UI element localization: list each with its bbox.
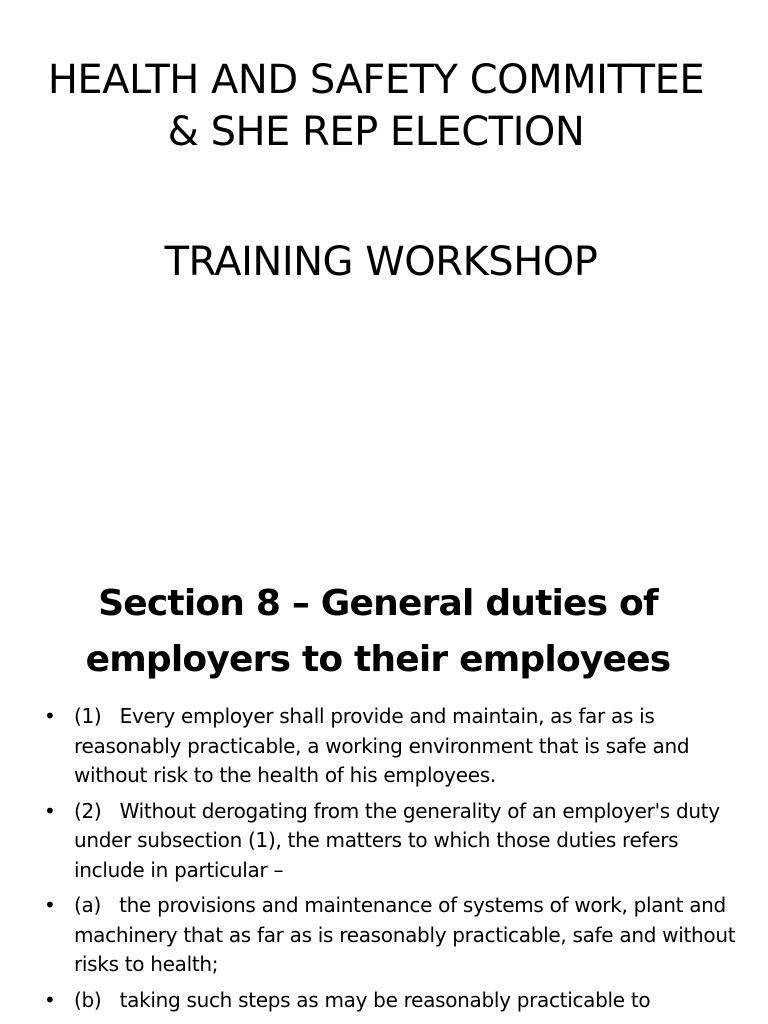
section-title (0, 576, 756, 688)
list-item (40, 986, 740, 1016)
bullet-icon: • (44, 893, 56, 917)
slide-title (0, 54, 752, 158)
list-item (40, 891, 740, 980)
clause-number: (1) (74, 704, 120, 728)
clause-text: Every employer shall provide and maintain, as far as is reasonably practicable, a working environment that is safe and without risk to the health of his employees. (74, 704, 690, 787)
clause-text: Without derogating from the generality of an employer's duty under subsection (1), the matters to which those duties refers include in particular – (74, 798, 720, 882)
bullet-list (40, 702, 740, 1021)
section-title-line-2: employers to their employees (85, 639, 671, 680)
clause-number: (b) (74, 987, 120, 1012)
clause-text: taking such steps as may be reasonably practicable to (119, 987, 651, 1012)
slide-title-line-1: HEALTH AND SAFETY COMMITTEE (47, 57, 705, 103)
slide-title-line-2: & SHE REP ELECTION (167, 109, 585, 155)
list-item (40, 797, 740, 886)
clause-number: (a) (74, 893, 120, 917)
clause-text: the provisions and maintenance of systems of work, plant and machinery that as far as is reasonably practicable, safe and without risks to health; (74, 893, 736, 976)
bullet-icon: • (44, 704, 56, 728)
clause-number: (2) (74, 798, 120, 823)
bullet-icon: • (44, 987, 56, 1012)
content-slide (0, 548, 768, 1024)
slide-subtitle: TRAINING WORKSHOP (164, 239, 598, 285)
list-item (40, 702, 740, 791)
bullet-icon: • (44, 798, 56, 823)
section-title-line-1: Section 8 – General duties of (98, 583, 658, 624)
